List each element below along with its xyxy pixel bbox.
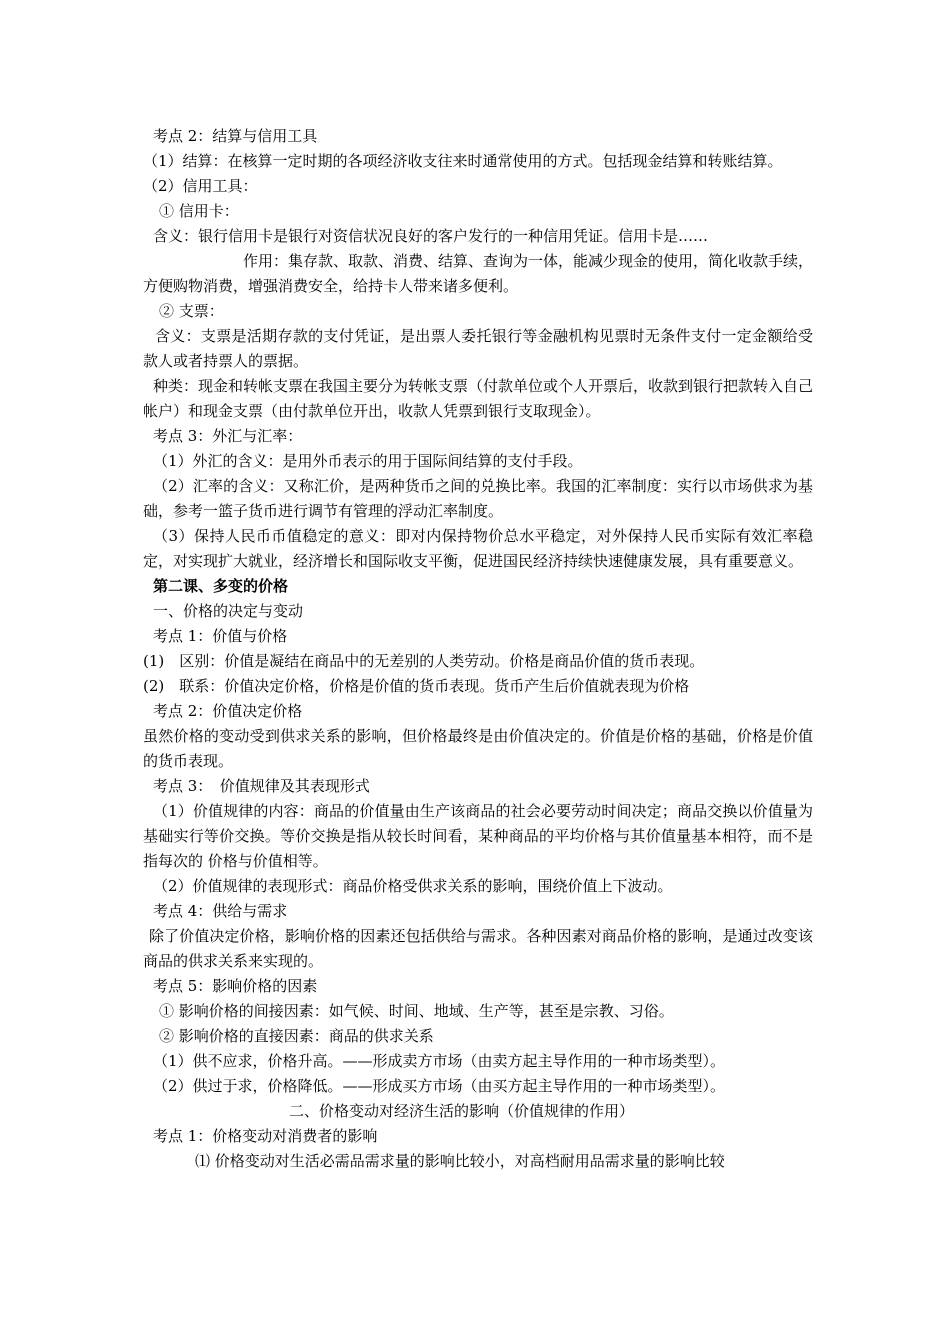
- section-heading: 考点 1：价值与价格: [153, 627, 288, 645]
- paragraph: （2）供过于求，价格降低。——形成买方市场（由买方起主导作用的一种市场类型）。: [153, 1077, 726, 1095]
- subheading: （2）信用工具：: [143, 177, 258, 195]
- lesson-title: 第二课、多变的价格: [153, 577, 289, 595]
- paragraph: 作用：集存款、取款、消费、结算、查询为一体，能减少现金的使用，简化收款手续，方便购物消费，增强消费安全，给持卡人带来诸多便利。: [143, 252, 814, 295]
- list-item: ① 影响价格的间接因素：如气候、时间、地域、生产等，甚至是宗教、习俗。: [159, 1002, 674, 1020]
- paragraph: ⑴ 价格变动对生活必需品需求量的影响比较小，对高档耐用品需求量的影响比较: [195, 1152, 725, 1170]
- section-heading: 考点 4：供给与需求: [153, 902, 288, 920]
- paragraph: 含义：支票是活期存款的支付凭证，是出票人委托银行等金融机构见票时无条件支付一定金额给受款人或者持票人的票据。: [143, 327, 813, 370]
- paragraph: （1）结算：在核算一定时期的各项经济收支往来时通常使用的方式。包括现金结算和转账结算。: [143, 152, 783, 170]
- list-item: ② 影响价格的直接因素：商品的供求关系: [159, 1027, 434, 1045]
- section-heading: 考点 1：价格变动对消费者的影响: [153, 1127, 378, 1145]
- paragraph: 除了价值决定价格，影响价格的因素还包括供给与需求。各种因素对商品价格的影响，是通过改变该商品的供求关系来实现的。: [143, 927, 813, 970]
- paragraph: 虽然价格的变动受到供求关系的影响，但价格最终是由价值决定的。价值是价格的基础，价格是价值的货币表现。: [143, 727, 813, 770]
- section-heading: 考点 2：结算与信用工具: [153, 127, 318, 145]
- section-heading: 考点 2：价值决定价格: [153, 702, 303, 720]
- paragraph: （2）价值规律的表现形式：商品价格受供求关系的影响，围绕价值上下波动。: [153, 877, 673, 895]
- section-heading: 考点 5：影响价格的因素: [153, 977, 318, 995]
- subheading: 二、价格变动对经济生活的影响（价值规律的作用）: [289, 1102, 635, 1120]
- list-item: ① 信用卡：: [159, 202, 239, 220]
- paragraph: 种类：现金和转帐支票在我国主要分为转帐支票（付款单位或个人开票后，收款到银行把款转入自己帐户）和现金支票（由付款单位开出，收款人凭票到银行支取现金）。: [143, 377, 814, 420]
- paragraph: （1）供不应求，价格升高。——形成卖方市场（由卖方起主导作用的一种市场类型）。: [153, 1052, 726, 1070]
- paragraph: （1）外汇的含义：是用外币表示的用于国际间结算的支付手段。: [153, 452, 583, 470]
- list-item: ② 支票：: [159, 302, 224, 320]
- subheading: 一、价格的决定与变动: [153, 602, 304, 620]
- document-page: [143, 124, 813, 1174]
- paragraph: (1) 区别：价值是凝结在商品中的无差别的人类劳动。价格是商品价值的货币表现。: [143, 652, 705, 670]
- paragraph: 含义：银行信用卡是银行对资信状况良好的客户发行的一种信用凭证。信用卡是……: [153, 227, 709, 245]
- paragraph: （3）保持人民币币值稳定的意义：即对内保持物价总水平稳定，对外保持人民币实际有效汇率稳定，对实现扩大就业，经济增长和国际收支平衡，促进国民经济持续快速健康发展，具有重要意义。: [143, 527, 813, 570]
- paragraph: (2) 联系：价值决定价格，价格是价值的货币表现。货币产生后价值就表现为价格: [143, 677, 690, 695]
- paragraph: （2）汇率的含义：又称汇价，是两种货币之间的兑换比率。我国的汇率制度：实行以市场供求为基础，参考一篮子货币进行调节有管理的浮动汇率制度。: [143, 477, 813, 520]
- paragraph: （1）价值规律的内容：商品的价值量由生产该商品的社会必要劳动时间决定；商品交换以价值量为基础实行等价交换。等价交换是指从较长时间看，某种商品的平均价格与其价值量基本相符，而不是指每次的 价格与价值相等。: [143, 802, 813, 870]
- section-heading: 考点 3： 价值规律及其表现形式: [153, 777, 370, 795]
- section-heading: 考点 3：外汇与汇率：: [153, 427, 303, 445]
